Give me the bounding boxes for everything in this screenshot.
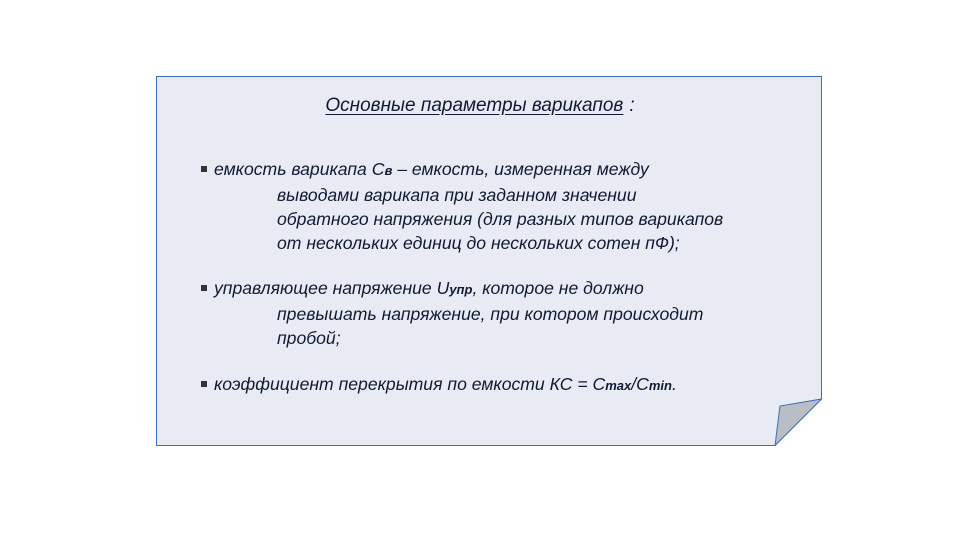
slide-title: [0, 95, 960, 117]
list-item: [201, 372, 677, 398]
subscript: min: [648, 378, 672, 393]
subscript: max: [605, 378, 632, 393]
list-item: [201, 157, 723, 255]
item-text: управляющее напряжение U: [214, 278, 450, 298]
item-line: выводами варикапа при заданном значении: [277, 185, 637, 205]
title-text: Основные параметры варикапов: [325, 95, 624, 116]
bullet-icon: [201, 166, 207, 172]
subscript: упр: [449, 282, 473, 297]
item-line: обратного напряжения (для разных типов варикапов: [277, 209, 724, 229]
folded-corner: [775, 399, 822, 446]
bullet-icon: [201, 285, 207, 291]
item-line: от нескольких единиц до нескольких сотен пФ);: [277, 233, 680, 253]
item-text: емкость варикапа C: [214, 159, 385, 179]
item-text: .: [672, 374, 677, 394]
item-text: – емкость, измеренная между: [392, 159, 649, 179]
title-colon: :: [629, 95, 635, 116]
subscript: в: [384, 163, 393, 178]
item-text: /C: [631, 374, 649, 394]
item-text: коэффициент перекрытия по емкости КС = C: [214, 374, 606, 394]
list-item: [201, 276, 703, 350]
item-text: , которое не должно: [472, 278, 644, 298]
item-line: пробой;: [277, 328, 341, 348]
item-line: превышать напряжение, при котором происходит: [277, 304, 704, 324]
bullet-icon: [201, 381, 207, 387]
